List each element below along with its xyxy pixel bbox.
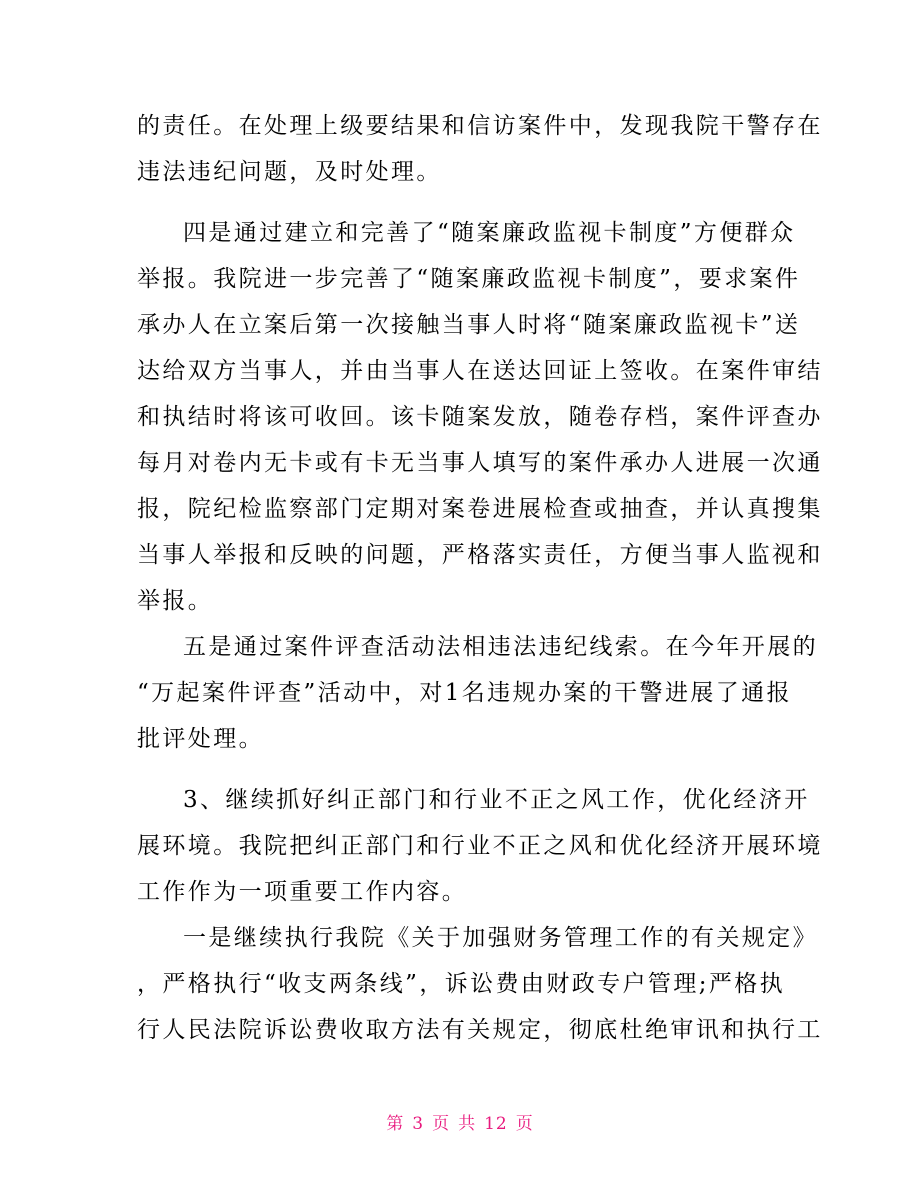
footer-label-page-unit: 页 bbox=[432, 1114, 451, 1134]
text-line: 达给双方当事人，并由当事人在送达回证上签收。在案件审结 bbox=[137, 358, 823, 384]
footer-total-pages: 12 bbox=[484, 1114, 508, 1134]
text-line: 违法违纪问题，及时处理。 bbox=[137, 159, 442, 185]
text-line: 和执结时将该可收回。该卡随案发放，随卷存档，案件评查办 bbox=[137, 404, 823, 430]
text-line: 报，院纪检监察部门定期对案卷进展检查或抽查，并认真搜集 bbox=[137, 496, 823, 522]
text-line: 当事人举报和反映的问题，严格落实责任，方便当事人监视和 bbox=[137, 542, 823, 568]
text-line: 举报。 bbox=[137, 588, 214, 614]
text-line: 的责任。在处理上级要结果和信访案件中，发现我院干警存在 bbox=[137, 113, 823, 139]
text-line: 一是继续执行我院《关于加强财务管理工作的有关规定》 bbox=[183, 925, 818, 951]
text-line: 五是通过案件评查活动法相违法违纪线索。在今年开展的 bbox=[183, 634, 818, 660]
text-line: 工作作为一项重要工作内容。 bbox=[137, 879, 468, 905]
text-line: 行人民法院诉讼费收取方法有关规定，彻底杜绝审讯和执行工 bbox=[137, 1017, 823, 1043]
text-line: 承办人在立案后第一次接触当事人时将“随案廉政监视卡”送 bbox=[137, 312, 801, 338]
page-footer bbox=[0, 1112, 920, 1136]
text-line: 展环境。我院把纠正部门和行业不正之风和优化经济开展环境 bbox=[137, 833, 823, 859]
text-line: ，严格执行“收支两条线”，诉讼费由财政专户管理;严格执 bbox=[137, 971, 786, 997]
footer-current-page: 3 bbox=[412, 1114, 425, 1134]
footer-label-page: 第 bbox=[386, 1114, 405, 1134]
text-line: 3、继续抓好纠正部门和行业不正之风工作，优化经济开 bbox=[183, 787, 810, 813]
text-line: 批评处理。 bbox=[137, 726, 264, 752]
text-line: “万起案件评查”活动中，对1名违规办案的干警进展了通报 bbox=[137, 680, 792, 706]
text-line: 每月对卷内无卡或有卡无当事人填写的案件承办人进展一次通 bbox=[137, 450, 823, 476]
footer-label-total: 共 bbox=[458, 1114, 477, 1134]
text-line: 举报。我院进一步完善了“随案廉政监视卡制度”，要求案件 bbox=[137, 266, 801, 292]
footer-label-total-unit: 页 bbox=[515, 1114, 534, 1134]
text-line: 四是通过建立和完善了“随案廉政监视卡制度”方便群众 bbox=[183, 220, 796, 246]
